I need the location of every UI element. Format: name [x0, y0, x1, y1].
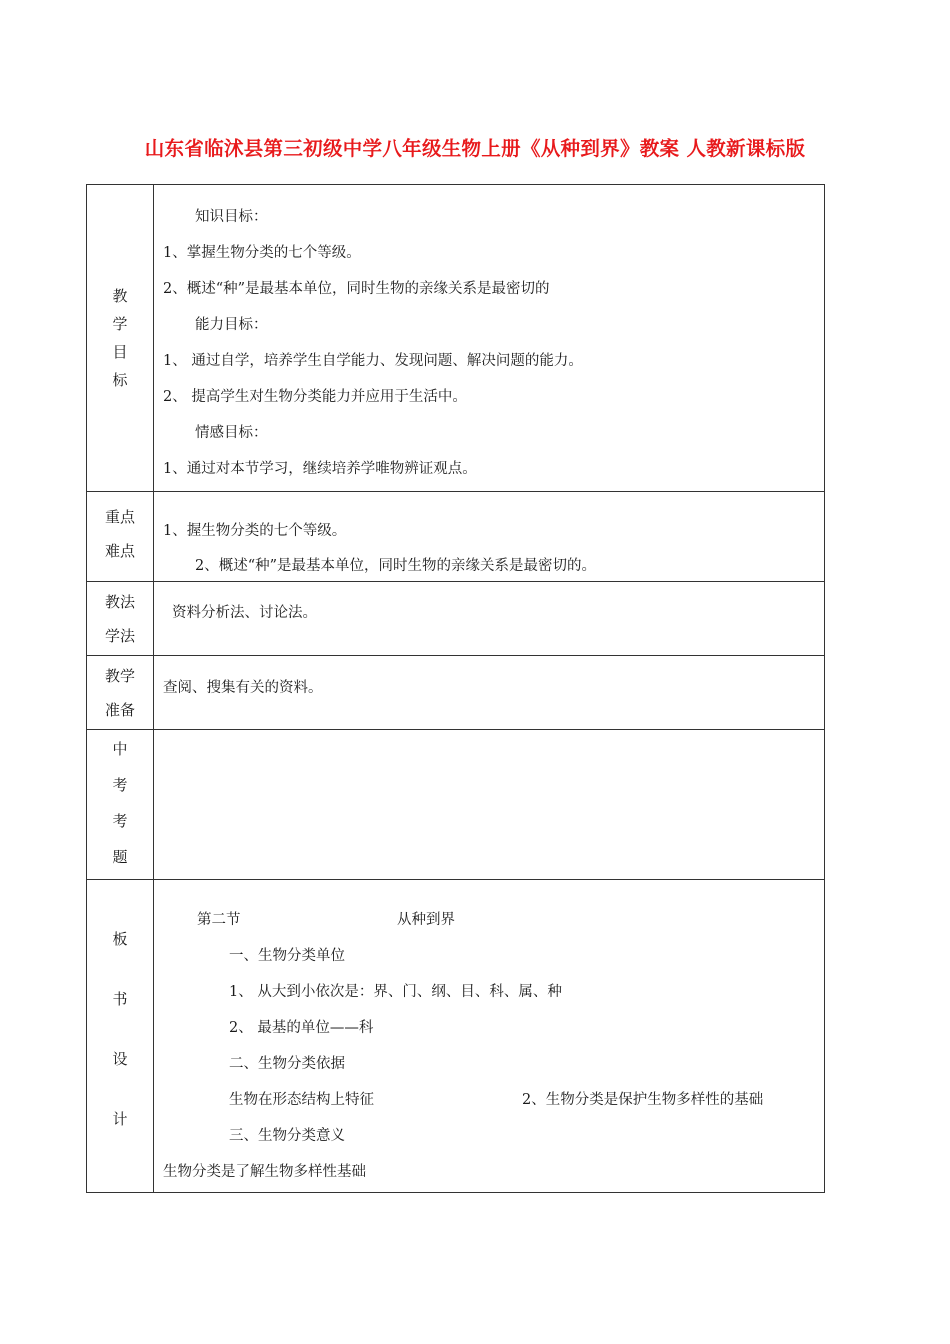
board-row [87, 880, 825, 1193]
lesson-plan-table [86, 184, 825, 1193]
label-text: 难点 [104, 541, 135, 560]
key-point-text: 1、握生物分类的七个等级。 [163, 523, 347, 539]
exam-label [87, 730, 154, 880]
methods-label [87, 582, 154, 656]
board-item: 生物在形态结构上特征 [229, 1092, 374, 1108]
label-char: 题 [112, 847, 128, 866]
label-char: 目 [112, 343, 128, 361]
board-heading: 一、生物分类单位 [229, 948, 345, 964]
objective-text: 2、 提高学生对生物分类能力并应用于生活中。 [163, 389, 467, 405]
emotion-heading: 情感目标： [195, 425, 268, 441]
label-text: 重点 [104, 507, 135, 526]
objective-text: 1、 通过自学，培养学生自学能力、发现问题、解决问题的能力。 [163, 353, 583, 369]
board-item: 1、 从大到小依次是：界、门、纲、目、科、属、种 [229, 984, 562, 1000]
label-char: 标 [112, 371, 128, 389]
label-char: 计 [112, 1110, 128, 1128]
board-item: 2、 最基的单位——科 [229, 1020, 374, 1036]
preparation-label [87, 656, 154, 730]
label-char: 教 [112, 287, 128, 305]
section-title: 从种到界 [397, 912, 455, 928]
key-point-text: 2、概述“种”是最基本单位，同时生物的亲缘关系是最密切的。 [195, 558, 597, 574]
label-char: 设 [112, 1050, 128, 1068]
section-number: 第二节 [197, 912, 241, 928]
board-heading: 三、生物分类意义 [229, 1128, 345, 1144]
objective-text: 2、概述“种”是最基本单位，同时生物的亲缘关系是最密切的 [163, 281, 550, 297]
knowledge-heading: 知识目标： [195, 209, 268, 225]
board-label [87, 880, 154, 1193]
label-char: 中 [112, 739, 128, 758]
board-item: 生物分类是了解生物多样性基础 [163, 1164, 366, 1180]
preparation-row [87, 656, 825, 730]
key-points-row [87, 492, 825, 582]
board-heading: 二、生物分类依据 [229, 1056, 345, 1072]
board-item: 2、生物分类是保护生物多样性的基础 [522, 1092, 764, 1108]
methods-text: 资料分析法、讨论法。 [172, 605, 317, 621]
board-content [154, 880, 825, 1193]
label-text: 教学 [104, 666, 135, 685]
ability-heading: 能力目标： [195, 317, 268, 333]
objective-text: 1、通过对本节学习，继续培养学唯物辨证观点。 [163, 461, 477, 477]
label-char: 考 [112, 811, 128, 830]
label-char: 板 [112, 930, 128, 948]
label-char: 书 [112, 990, 128, 1008]
label-text: 准备 [104, 700, 135, 719]
key-points-content [154, 492, 825, 582]
preparation-text: 查阅、搜集有关的资料。 [163, 680, 323, 696]
methods-row [87, 582, 825, 656]
exam-content [154, 730, 825, 880]
label-text: 学法 [104, 626, 135, 645]
objectives-label [87, 185, 154, 492]
preparation-content [154, 656, 825, 730]
objectives-content [154, 185, 825, 492]
methods-content [154, 582, 825, 656]
label-text: 教法 [104, 592, 135, 611]
objectives-row [87, 185, 825, 492]
label-char: 学 [112, 315, 128, 333]
key-points-label [87, 492, 154, 582]
objective-text: 1、掌握生物分类的七个等级。 [163, 245, 361, 261]
page-title: 山东省临沭县第三初级中学八年级生物上册《从种到界》教案 人教新课标版 [144, 137, 806, 160]
label-char: 考 [112, 775, 128, 794]
exam-row [87, 730, 825, 880]
